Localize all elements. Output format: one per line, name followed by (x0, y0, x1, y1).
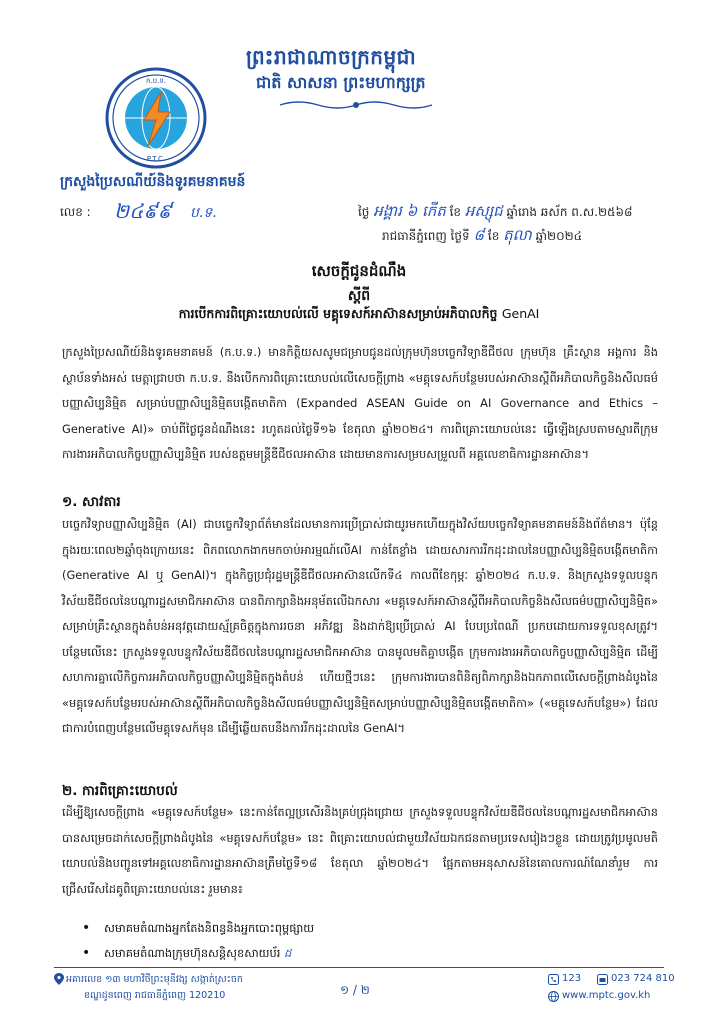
footer-hotline (562, 973, 581, 984)
solar-date-handwritten-day: ៨ (473, 226, 485, 244)
solar-date-month-label: ខែ (487, 229, 500, 243)
section-1-heading: ១. សាវតារ (62, 494, 121, 510)
reference-label: លេខ : (60, 205, 91, 219)
list-item: • សមាគមតំណាងអ្នកតែងនិពន្ធនិងអ្នកបោះពុម្ពផ្សាយ (104, 916, 314, 941)
reference-suffix: ប.ទ. (190, 205, 217, 221)
consultation-list (104, 916, 314, 966)
logo-bottom-text: P.T.C. (146, 155, 166, 163)
lunar-date (358, 202, 633, 224)
hotline-number: 123 (562, 973, 582, 984)
notice-subject-en: GenAI (501, 306, 540, 321)
lunar-date-suffix: ឆ្នាំរោង ឆស័ក ព.ស.២៥៦៨ (506, 205, 633, 219)
location-pin-icon (54, 973, 64, 985)
section-2-heading: ២. ការពិគ្រោះយោបល់ (62, 783, 178, 799)
intro-paragraph: ក្រសួងប្រៃសណីយ៍និងទូរគមនាគមន៍ (ក.ប.ទ.) មានកិត្តិយសសូមជម្រាបជូនដល់ក្រុមហ៊ុនបច្ចេកវិទ្យាឌីជីថល ក្រុមហ៊ុន គ្រឹះស្ថាន អង្គការ និងស្ថាប័នទាំងអស់ មេត្តាជ្រាបថា ក.ប.ទ. នឹងបើកការពិគ្រោះយោបល់លើសេចក្តីព្រាង «មគ្គុទេសក៍បន្ថែមរបស់អាស៊ានស្តីពីអភិបាលកិច្ចនិងសីលធម៌បញ្ញាសិប្បនិម្មិត សម្រាប់បញ្ញាសិប្បនិម្មិតបង្កើតមាតិកា (Expanded ASEAN Guide on AI Governance and Ethics – Generative AI)» ចាប់ពីថ្ងៃជូនដំណឹងនេះ រហូតដល់ថ្ងៃទី១៦ ខែតុលា ឆ្នាំ២០២៤។ ការពិគ្រោះយោបល់នេះ ធ្វើឡើងស្របតាមស្មារតីក្រុមការងារអភិបាលកិច្ចបញ្ញាសិប្បនិម្មិត របស់ឧត្តមមន្ត្រីឌីជីថលអាស៊ាន ដោយមានការសម្របសម្រួលពី អគ្គលេខាធិការដ្ឋានអាស៊ាន។ (62, 345, 658, 461)
kingdom-heading: ព្រះរាជាណាចក្រកម្ពុជា (246, 45, 417, 69)
phone-icon (548, 974, 559, 985)
globe-icon (548, 991, 559, 1002)
solar-date-suffix: ឆ្នាំ២០២៤ (535, 229, 583, 243)
handwritten-initial: ដ (284, 946, 292, 960)
lunar-date-prefix: ថ្ងៃ (358, 205, 370, 219)
section-2-paragraph: ដើម្បីឱ្យសេចក្តីព្រាង «មគ្គុទេសក៍បន្ថែម» នេះកាន់តែល្អប្រសើរនិងគ្រប់ជ្រុងជ្រោយ ក្រសួងទទួលបន្ទុកវិស័យឌីជីថលនៃបណ្តារដ្ឋសមាជិកអាស៊ានបានសម្រេចដាក់សេចក្តីព្រាងដំបូងនៃ «មគ្គុទេសក៍បន្ថែម» នេះ ពិគ្រោះយោបល់ជាមួយវិស័យឯកជនតាមប្រទេសរៀងៗខ្លួន ដោយត្រូវប្រមូលមតិយោបល់និងបញ្ជូនទៅអគ្គលេខាធិការដ្ឋានអាស៊ានត្រឹមថ្ងៃទី១៨ ខែតុលា ឆ្នាំ២០២៤។ ផ្អែកតាមអនុសាសន៍នៃគោលការណ៍ណែនាំរួម ការជ្រើសរើសដៃគូពិគ្រោះយោបល់នេះ រួមមាន៖ (62, 805, 658, 896)
footer-address-line1: អគារលេខ ១៣ មហាវិថីព្រះមុនីវង្ស សង្កាត់ស្រះចក (66, 974, 243, 985)
solar-date-prefix: រាជធានីភ្នំពេញ ថ្ងៃទី (382, 229, 470, 243)
footer-address-line2: ខណ្ឌដូនពេញ រាជធានីភ្នំពេញ 120210 (84, 990, 226, 1001)
reference-number: ២៤៩៩ (114, 199, 172, 223)
list-item (104, 941, 314, 966)
national-motto: ជាតិ សាសនា ព្រះមហាក្សត្រ (256, 73, 426, 92)
footer-phone: 023 724 810 (611, 973, 675, 984)
logo-top-text: ក.ប.ទ. (145, 77, 167, 85)
lunar-date-handwritten-day: អង្គារ ៦ កើត (373, 202, 446, 220)
notice-subject-kh: ការបើកការពិគ្រោះយោបល់លើ មគ្គុទេសក៍អាស៊ានសម្រាប់អភិបាលកិច្ច (178, 306, 498, 321)
ministry-name: ក្រសួងប្រៃសណីយ៍និងទូរគមនាគមន៍ (60, 174, 246, 190)
footer-divider (54, 967, 664, 968)
solar-date (382, 226, 582, 248)
footer-website-link[interactable]: www.mptc.gov.kh (562, 990, 651, 1001)
lunar-date-month-label: ខែ (449, 205, 462, 219)
notice-subject (0, 306, 718, 325)
fax-icon (597, 974, 608, 985)
lunar-date-handwritten-month: អស្សុជ (464, 202, 503, 220)
solar-date-handwritten-month: តុលា (503, 226, 532, 244)
notice-subject-label: ស្តីពី (347, 288, 371, 304)
page-number: ១ / ២ (340, 983, 370, 997)
ministry-logo-icon (104, 66, 208, 170)
section-1-paragraph: បច្ចេកវិទ្យាបញ្ញាសិប្បនិម្មិត (AI) ជាបច្ចេកវិទ្យាព័ត៌មានដែលមានការប្រើប្រាស់ជាយូរមកហើយក្នុងវិស័យបច្ចេកវិទ្យាគមនាគមន៍និងព័ត៌មាន។ ប៉ុន្តែក្នុងរយៈពេល២ឆ្នាំចុងក្រោយនេះ ពិភពលោកងាកមកចាប់អារម្មណ៍លើAI កាន់តែខ្លាំង ដោយសារការរីកដុះដាលនៃបញ្ញាសិប្បនិម្មិតបង្កើតមាតិកា (Generative AI ឬ GenAI)។ ក្នុងកិច្ចប្រជុំរដ្ឋមន្ត្រីឌីជីថលអាស៊ានលើកទី៤ កាលពីខែកុម្ភៈ ឆ្នាំ២០២៤ ក.ប.ទ. និងក្រសួងទទួលបន្ទុកវិស័យឌីជីថលនៃបណ្តារដ្ឋសមាជិកអាស៊ាន បានពិភាក្សានិងអនុម័តលើឯកសារ «មគ្គុទេសក៍អាស៊ានស្តីពីអភិបាលកិច្ចនិងសីលធម៌បញ្ញាសិប្បនិម្មិត» សម្រាប់គ្រឹះស្ថានក្នុងតំបន់អនុវត្តដោយស្ម័គ្រចិត្តក្នុងការរចនា អភិវឌ្ឍ និងដាក់ឱ្យប្រើប្រាស់ AI បែបប្រពៃណី ប្រកបដោយការទទួលខុសត្រូវ។ បន្ថែមលើនេះ ក្រសួងទទួលបន្ទុកវិស័យឌីជីថលនៃបណ្តារដ្ឋសមាជិកអាស៊ាន បានមូលមតិគ្នាបង្កើត ក្រុមការងារអភិបាលកិច្ចបញ្ញាសិប្បនិម្មិត ដើម្បីសហការគ្នាលើកិច្ចការអភិបាលកិច្ចបញ្ញាសិប្បនិម្មិតក្នុងតំបន់ ហើយថ្មីៗនេះ ក្រុមការងារបានពិនិត្យពិភាក្សានិងឯកភាពលើសេចក្តីព្រាងដំបូងនៃ «មគ្គុទេសក៍បន្ថែមរបស់អាស៊ានស្តីពីអភិបាលកិច្ចនិងសីលធម៌បញ្ញាសិប្បនិម្មិតសម្រាប់បញ្ញាសិប្បនិម្មិតបង្កើតមាតិកា» («មគ្គុទេសក៍បន្ថែម») ដែលជាការបំពេញបន្ថែមលើមគ្គុទេសក៍មុន ដើម្បីឆ្លើយតបនឹងការរីកដុះដាលនៃ GenAI។ (62, 517, 658, 735)
ornament-divider-icon (278, 98, 434, 112)
notice-title: សេចក្តីជូនដំណឹង (311, 262, 407, 280)
list-item-text: សមាគមតំណាងក្រុមហ៊ុនសន្តិសុខសាយប័រ (104, 946, 281, 960)
